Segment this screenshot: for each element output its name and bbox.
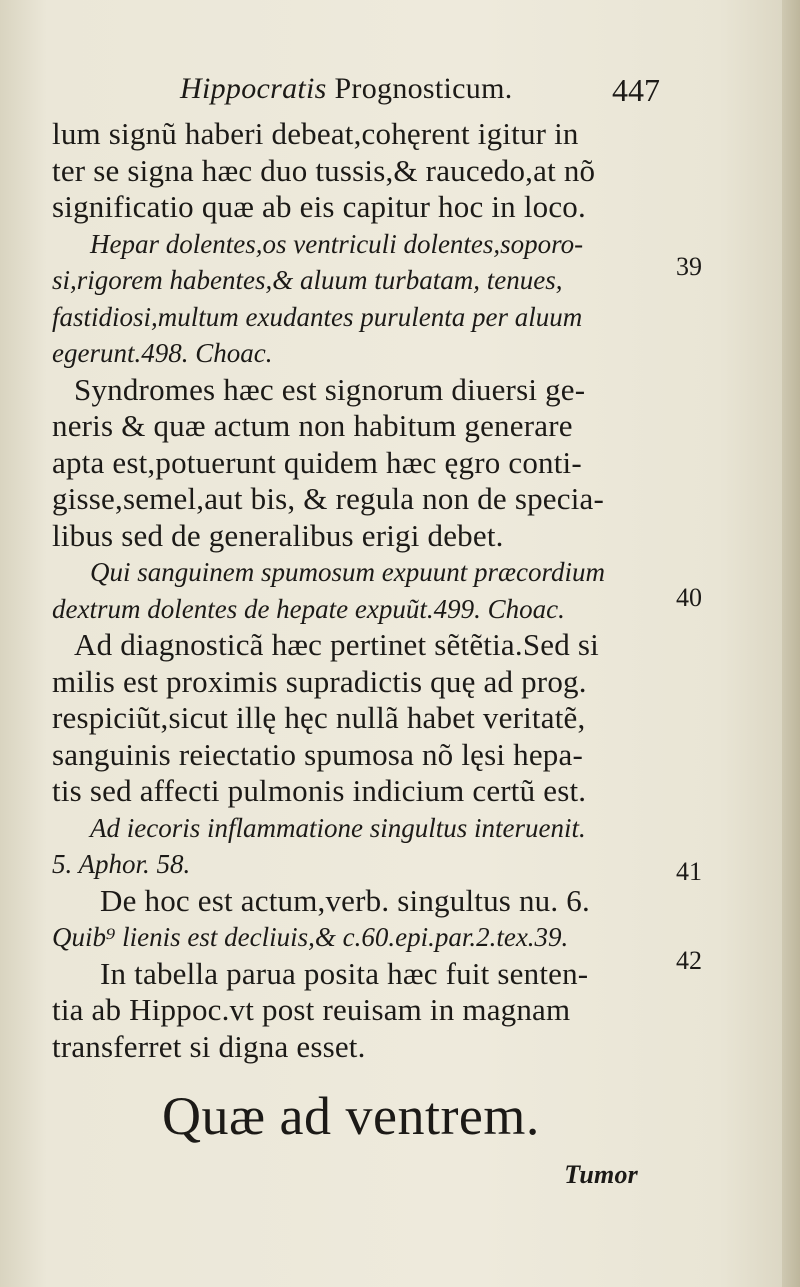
text-line: Hepar dolentes,os ventriculi dolentes,soporo-	[90, 228, 584, 259]
text-line: gisse,semel,aut bis, & regula non de specia-	[52, 481, 605, 516]
margin-number-40: 40	[676, 583, 702, 612]
running-title	[180, 72, 513, 106]
text-line: transferret si digna esset.	[52, 1028, 366, 1064]
text-line: tis sed affecti pulmonis indicium certũ est.	[52, 773, 587, 808]
body-text	[52, 116, 652, 1195]
text-line: tia ab Hippoc.vt post reuisam in magnam	[52, 992, 571, 1027]
text-line: milis est proximis supradictis quę ad prog.	[52, 663, 587, 699]
text-line: neris & quæ actum non habitum generare	[52, 408, 573, 443]
page-number: 447	[612, 72, 660, 108]
text-line: apta est,potuerunt quidem hæc ęgro conti-	[52, 444, 582, 480]
text-line: Ad diagnosticã hæc pertinet sẽtẽtia.Sed si	[74, 627, 599, 662]
text-line: si,rigorem habentes,& aluum turbatam, tenues,	[52, 265, 563, 295]
text-line: Ad iecoris inflammatione singultus interuenit.	[90, 812, 586, 843]
text-line: respiciũt,sicut illę hęc nullã habet veritatẽ,	[52, 700, 586, 735]
catchword: Tumor	[564, 1160, 638, 1189]
text-line: 5. Aphor. 58.	[52, 849, 191, 879]
text-line: Qui sanguinem spumosum expuunt præcordium	[90, 557, 605, 587]
section-heading: Quæ ad ventrem.	[162, 1086, 540, 1146]
running-title-italic: Hippocratis	[180, 72, 327, 105]
running-title-roman: Prognosticum.	[326, 72, 513, 105]
text-line: Quib⁹ lienis est decliuis,& c.60.epi.par.2.tex.39.	[52, 922, 569, 952]
book-binding-edge	[782, 0, 800, 1287]
page-header	[180, 72, 660, 116]
text-line: egerunt.498. Choac.	[52, 338, 273, 368]
text-line: Syndromes hæc est signorum diuersi ge-	[74, 371, 586, 407]
text-line: De hoc est actum,verb. singultus nu. 6.	[100, 882, 590, 918]
text-line: dextrum dolentes de hepate expuũt.499. Choac.	[52, 593, 565, 624]
margin-number-41: 41	[676, 857, 702, 886]
text-line: fastidiosi,multum exudantes purulenta per aluum	[52, 301, 583, 332]
text-line: lum signũ haberi debeat,cohęrent igitur in	[52, 116, 579, 151]
margin-number-39: 39	[676, 252, 702, 281]
text-line: In tabella parua posita hæc fuit senten-	[100, 955, 589, 991]
text-line: libus sed de generalibus erigi debet.	[52, 517, 504, 553]
text-line: significatio quæ ab eis capitur hoc in loco.	[52, 189, 586, 224]
margin-number-42: 42	[676, 946, 702, 975]
text-line: sanguinis reiectatio spumosa nõ lęsi hepa-	[52, 736, 583, 772]
text-line: ter se signa hæc duo tussis,& raucedo,at nõ	[52, 152, 596, 188]
